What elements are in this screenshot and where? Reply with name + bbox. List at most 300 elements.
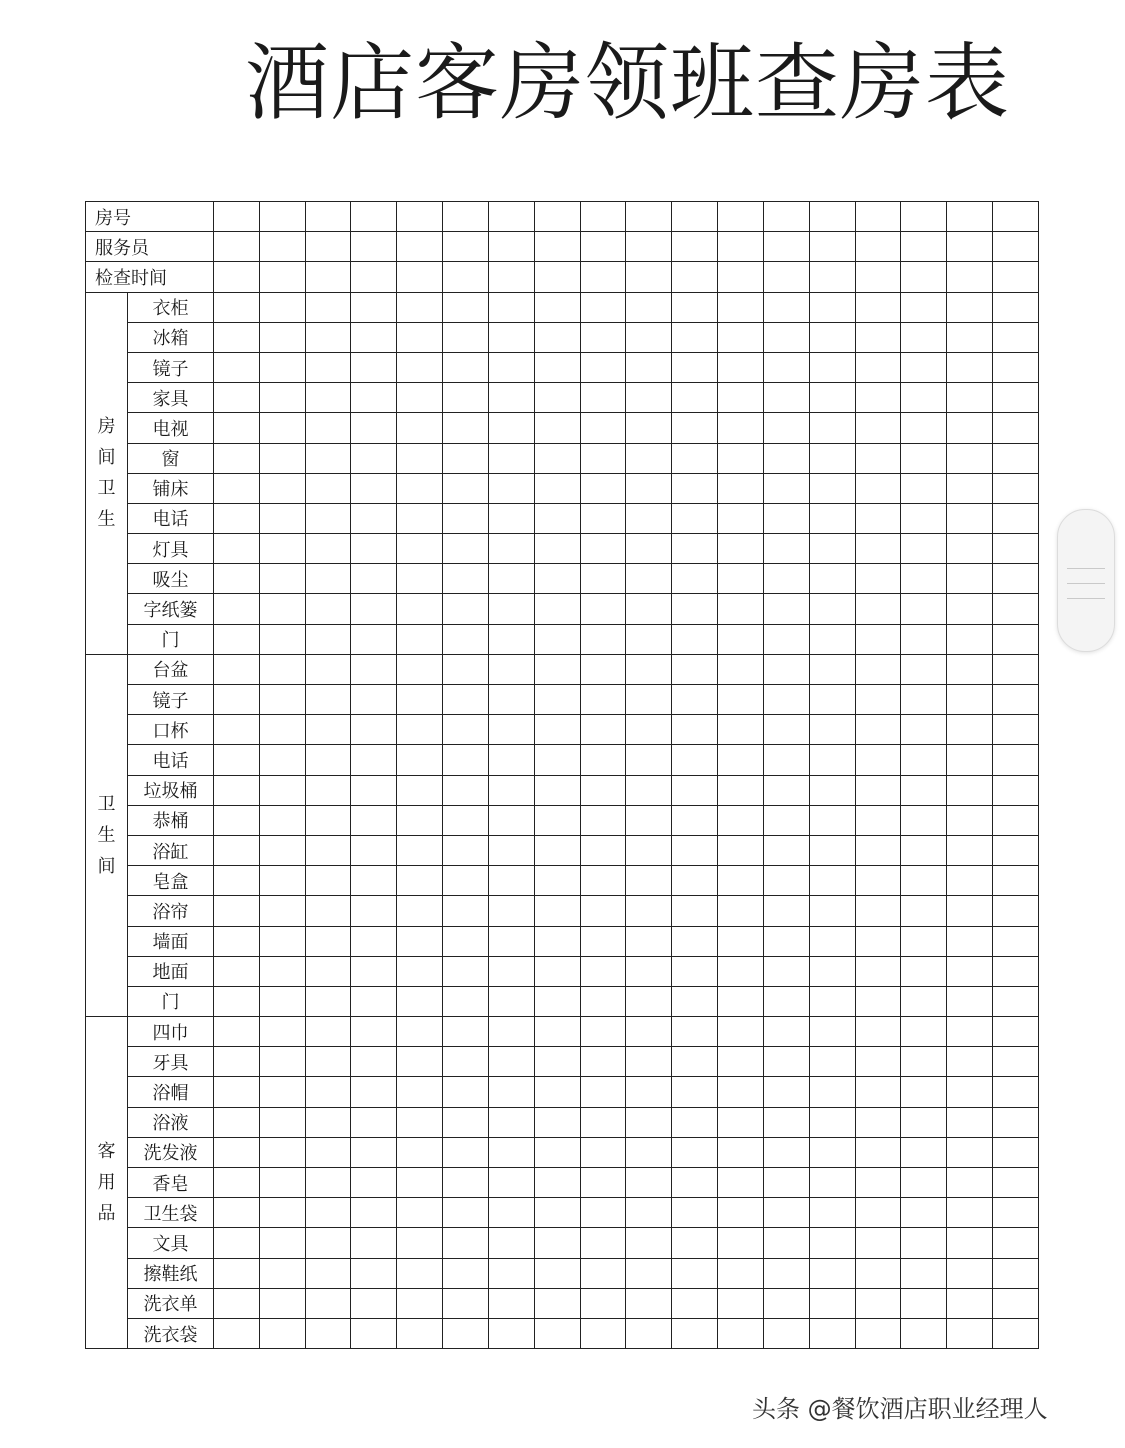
check-cell[interactable] <box>443 715 489 745</box>
check-cell[interactable] <box>901 685 947 715</box>
check-cell[interactable] <box>259 202 305 232</box>
check-cell[interactable] <box>855 805 901 835</box>
check-cell[interactable] <box>718 986 764 1016</box>
check-cell[interactable] <box>534 986 580 1016</box>
check-cell[interactable] <box>259 624 305 654</box>
check-cell[interactable] <box>214 956 260 986</box>
check-cell[interactable] <box>672 232 718 262</box>
check-cell[interactable] <box>901 896 947 926</box>
check-cell[interactable] <box>397 805 443 835</box>
check-cell[interactable] <box>672 1137 718 1167</box>
check-cell[interactable] <box>809 232 855 262</box>
check-cell[interactable] <box>672 1107 718 1137</box>
check-cell[interactable] <box>397 654 443 684</box>
check-cell[interactable] <box>672 534 718 564</box>
check-cell[interactable] <box>488 896 534 926</box>
check-cell[interactable] <box>351 292 397 322</box>
check-cell[interactable] <box>397 835 443 865</box>
check-cell[interactable] <box>534 1168 580 1198</box>
check-cell[interactable] <box>901 1047 947 1077</box>
check-cell[interactable] <box>214 1047 260 1077</box>
check-cell[interactable] <box>718 715 764 745</box>
check-cell[interactable] <box>718 654 764 684</box>
check-cell[interactable] <box>259 1047 305 1077</box>
check-cell[interactable] <box>947 1258 993 1288</box>
check-cell[interactable] <box>626 866 672 896</box>
check-cell[interactable] <box>672 473 718 503</box>
check-cell[interactable] <box>351 654 397 684</box>
check-cell[interactable] <box>809 1288 855 1318</box>
check-cell[interactable] <box>718 202 764 232</box>
check-cell[interactable] <box>580 443 626 473</box>
check-cell[interactable] <box>534 685 580 715</box>
check-cell[interactable] <box>763 715 809 745</box>
check-cell[interactable] <box>443 1198 489 1228</box>
check-cell[interactable] <box>580 896 626 926</box>
check-cell[interactable] <box>763 624 809 654</box>
check-cell[interactable] <box>947 383 993 413</box>
check-cell[interactable] <box>901 1258 947 1288</box>
check-cell[interactable] <box>718 866 764 896</box>
check-cell[interactable] <box>443 866 489 896</box>
check-cell[interactable] <box>993 1077 1039 1107</box>
check-cell[interactable] <box>580 715 626 745</box>
check-cell[interactable] <box>580 835 626 865</box>
check-cell[interactable] <box>901 1228 947 1258</box>
check-cell[interactable] <box>855 715 901 745</box>
check-cell[interactable] <box>947 473 993 503</box>
check-cell[interactable] <box>901 503 947 533</box>
check-cell[interactable] <box>351 564 397 594</box>
check-cell[interactable] <box>397 383 443 413</box>
check-cell[interactable] <box>351 443 397 473</box>
check-cell[interactable] <box>534 1107 580 1137</box>
check-cell[interactable] <box>351 866 397 896</box>
check-cell[interactable] <box>534 1258 580 1288</box>
check-cell[interactable] <box>214 896 260 926</box>
check-cell[interactable] <box>809 835 855 865</box>
check-cell[interactable] <box>534 624 580 654</box>
check-cell[interactable] <box>534 232 580 262</box>
check-cell[interactable] <box>580 1258 626 1288</box>
check-cell[interactable] <box>626 1318 672 1348</box>
check-cell[interactable] <box>763 443 809 473</box>
check-cell[interactable] <box>672 775 718 805</box>
check-cell[interactable] <box>214 1017 260 1047</box>
check-cell[interactable] <box>809 1198 855 1228</box>
check-cell[interactable] <box>809 1077 855 1107</box>
check-cell[interactable] <box>993 383 1039 413</box>
check-cell[interactable] <box>259 896 305 926</box>
check-cell[interactable] <box>947 805 993 835</box>
check-cell[interactable] <box>305 956 351 986</box>
check-cell[interactable] <box>947 715 993 745</box>
check-cell[interactable] <box>214 835 260 865</box>
check-cell[interactable] <box>443 1047 489 1077</box>
check-cell[interactable] <box>397 866 443 896</box>
check-cell[interactable] <box>305 1228 351 1258</box>
check-cell[interactable] <box>443 352 489 382</box>
check-cell[interactable] <box>763 232 809 262</box>
check-cell[interactable] <box>809 1137 855 1167</box>
check-cell[interactable] <box>947 835 993 865</box>
check-cell[interactable] <box>901 1318 947 1348</box>
check-cell[interactable] <box>763 805 809 835</box>
check-cell[interactable] <box>534 1077 580 1107</box>
check-cell[interactable] <box>488 1168 534 1198</box>
check-cell[interactable] <box>259 232 305 262</box>
check-cell[interactable] <box>534 202 580 232</box>
check-cell[interactable] <box>305 564 351 594</box>
check-cell[interactable] <box>259 443 305 473</box>
check-cell[interactable] <box>214 1258 260 1288</box>
check-cell[interactable] <box>718 594 764 624</box>
check-cell[interactable] <box>993 805 1039 835</box>
check-cell[interactable] <box>259 1228 305 1258</box>
check-cell[interactable] <box>397 564 443 594</box>
check-cell[interactable] <box>580 202 626 232</box>
check-cell[interactable] <box>214 534 260 564</box>
check-cell[interactable] <box>947 896 993 926</box>
check-cell[interactable] <box>534 534 580 564</box>
check-cell[interactable] <box>855 866 901 896</box>
check-cell[interactable] <box>626 715 672 745</box>
check-cell[interactable] <box>718 1077 764 1107</box>
check-cell[interactable] <box>443 1107 489 1137</box>
check-cell[interactable] <box>901 352 947 382</box>
check-cell[interactable] <box>947 1198 993 1228</box>
check-cell[interactable] <box>305 775 351 805</box>
check-cell[interactable] <box>488 1288 534 1318</box>
check-cell[interactable] <box>718 1137 764 1167</box>
check-cell[interactable] <box>993 866 1039 896</box>
check-cell[interactable] <box>580 413 626 443</box>
check-cell[interactable] <box>947 926 993 956</box>
check-cell[interactable] <box>993 352 1039 382</box>
check-cell[interactable] <box>534 926 580 956</box>
check-cell[interactable] <box>855 564 901 594</box>
check-cell[interactable] <box>855 202 901 232</box>
check-cell[interactable] <box>580 624 626 654</box>
check-cell[interactable] <box>626 202 672 232</box>
check-cell[interactable] <box>488 1047 534 1077</box>
check-cell[interactable] <box>580 1107 626 1137</box>
check-cell[interactable] <box>443 1288 489 1318</box>
check-cell[interactable] <box>672 1318 718 1348</box>
check-cell[interactable] <box>214 322 260 352</box>
check-cell[interactable] <box>718 1017 764 1047</box>
check-cell[interactable] <box>947 443 993 473</box>
check-cell[interactable] <box>351 1077 397 1107</box>
check-cell[interactable] <box>534 866 580 896</box>
check-cell[interactable] <box>214 262 260 292</box>
check-cell[interactable] <box>993 1228 1039 1258</box>
check-cell[interactable] <box>397 926 443 956</box>
check-cell[interactable] <box>488 564 534 594</box>
check-cell[interactable] <box>259 986 305 1016</box>
check-cell[interactable] <box>947 322 993 352</box>
check-cell[interactable] <box>259 473 305 503</box>
check-cell[interactable] <box>626 292 672 322</box>
check-cell[interactable] <box>305 715 351 745</box>
check-cell[interactable] <box>993 926 1039 956</box>
check-cell[interactable] <box>718 383 764 413</box>
check-cell[interactable] <box>626 473 672 503</box>
check-cell[interactable] <box>763 685 809 715</box>
check-cell[interactable] <box>809 1168 855 1198</box>
check-cell[interactable] <box>718 534 764 564</box>
check-cell[interactable] <box>626 352 672 382</box>
check-cell[interactable] <box>488 866 534 896</box>
check-cell[interactable] <box>947 685 993 715</box>
check-cell[interactable] <box>305 835 351 865</box>
check-cell[interactable] <box>947 775 993 805</box>
check-cell[interactable] <box>809 926 855 956</box>
check-cell[interactable] <box>534 1198 580 1228</box>
check-cell[interactable] <box>488 1198 534 1228</box>
check-cell[interactable] <box>993 896 1039 926</box>
check-cell[interactable] <box>809 654 855 684</box>
check-cell[interactable] <box>214 1107 260 1137</box>
check-cell[interactable] <box>305 1288 351 1318</box>
check-cell[interactable] <box>901 866 947 896</box>
check-cell[interactable] <box>718 685 764 715</box>
check-cell[interactable] <box>351 896 397 926</box>
check-cell[interactable] <box>488 443 534 473</box>
check-cell[interactable] <box>580 1137 626 1167</box>
check-cell[interactable] <box>443 503 489 533</box>
check-cell[interactable] <box>443 443 489 473</box>
check-cell[interactable] <box>993 564 1039 594</box>
check-cell[interactable] <box>672 443 718 473</box>
check-cell[interactable] <box>672 624 718 654</box>
check-cell[interactable] <box>580 262 626 292</box>
check-cell[interactable] <box>672 685 718 715</box>
check-cell[interactable] <box>397 1258 443 1288</box>
check-cell[interactable] <box>259 262 305 292</box>
check-cell[interactable] <box>397 956 443 986</box>
check-cell[interactable] <box>305 624 351 654</box>
check-cell[interactable] <box>763 1047 809 1077</box>
check-cell[interactable] <box>855 443 901 473</box>
check-cell[interactable] <box>626 624 672 654</box>
check-cell[interactable] <box>351 1228 397 1258</box>
check-cell[interactable] <box>947 986 993 1016</box>
check-cell[interactable] <box>809 805 855 835</box>
check-cell[interactable] <box>672 352 718 382</box>
check-cell[interactable] <box>580 1077 626 1107</box>
check-cell[interactable] <box>855 594 901 624</box>
check-cell[interactable] <box>259 1288 305 1318</box>
check-cell[interactable] <box>488 715 534 745</box>
check-cell[interactable] <box>351 775 397 805</box>
check-cell[interactable] <box>305 805 351 835</box>
check-cell[interactable] <box>214 624 260 654</box>
check-cell[interactable] <box>855 1017 901 1047</box>
check-cell[interactable] <box>993 534 1039 564</box>
check-cell[interactable] <box>718 1198 764 1228</box>
check-cell[interactable] <box>214 232 260 262</box>
check-cell[interactable] <box>947 352 993 382</box>
check-cell[interactable] <box>947 1168 993 1198</box>
check-cell[interactable] <box>947 564 993 594</box>
check-cell[interactable] <box>534 775 580 805</box>
check-cell[interactable] <box>993 745 1039 775</box>
check-cell[interactable] <box>534 1228 580 1258</box>
check-cell[interactable] <box>809 745 855 775</box>
check-cell[interactable] <box>993 1017 1039 1047</box>
check-cell[interactable] <box>947 866 993 896</box>
check-cell[interactable] <box>397 262 443 292</box>
check-cell[interactable] <box>901 534 947 564</box>
check-cell[interactable] <box>672 1288 718 1318</box>
check-cell[interactable] <box>351 1258 397 1288</box>
check-cell[interactable] <box>993 685 1039 715</box>
check-cell[interactable] <box>763 1288 809 1318</box>
check-cell[interactable] <box>351 202 397 232</box>
check-cell[interactable] <box>901 1077 947 1107</box>
check-cell[interactable] <box>901 835 947 865</box>
check-cell[interactable] <box>763 986 809 1016</box>
check-cell[interactable] <box>901 1198 947 1228</box>
check-cell[interactable] <box>488 956 534 986</box>
check-cell[interactable] <box>901 292 947 322</box>
check-cell[interactable] <box>718 322 764 352</box>
check-cell[interactable] <box>397 1198 443 1228</box>
check-cell[interactable] <box>901 322 947 352</box>
check-cell[interactable] <box>672 1077 718 1107</box>
check-cell[interactable] <box>947 413 993 443</box>
check-cell[interactable] <box>626 322 672 352</box>
check-cell[interactable] <box>580 685 626 715</box>
check-cell[interactable] <box>672 1198 718 1228</box>
check-cell[interactable] <box>488 1107 534 1137</box>
check-cell[interactable] <box>763 1168 809 1198</box>
check-cell[interactable] <box>855 262 901 292</box>
check-cell[interactable] <box>809 1318 855 1348</box>
check-cell[interactable] <box>397 534 443 564</box>
check-cell[interactable] <box>397 594 443 624</box>
check-cell[interactable] <box>580 926 626 956</box>
check-cell[interactable] <box>809 594 855 624</box>
check-cell[interactable] <box>397 232 443 262</box>
check-cell[interactable] <box>351 1288 397 1318</box>
check-cell[interactable] <box>397 1107 443 1137</box>
check-cell[interactable] <box>397 1137 443 1167</box>
check-cell[interactable] <box>305 1258 351 1288</box>
check-cell[interactable] <box>763 202 809 232</box>
check-cell[interactable] <box>259 413 305 443</box>
check-cell[interactable] <box>305 1107 351 1137</box>
check-cell[interactable] <box>901 956 947 986</box>
check-cell[interactable] <box>672 986 718 1016</box>
check-cell[interactable] <box>626 262 672 292</box>
check-cell[interactable] <box>855 654 901 684</box>
check-cell[interactable] <box>259 926 305 956</box>
check-cell[interactable] <box>443 1017 489 1047</box>
check-cell[interactable] <box>947 202 993 232</box>
check-cell[interactable] <box>397 1017 443 1047</box>
check-cell[interactable] <box>901 413 947 443</box>
check-cell[interactable] <box>993 1258 1039 1288</box>
check-cell[interactable] <box>718 232 764 262</box>
scroll-handle[interactable] <box>1057 509 1115 652</box>
check-cell[interactable] <box>259 383 305 413</box>
check-cell[interactable] <box>809 443 855 473</box>
check-cell[interactable] <box>855 956 901 986</box>
check-cell[interactable] <box>214 715 260 745</box>
check-cell[interactable] <box>809 413 855 443</box>
check-cell[interactable] <box>672 413 718 443</box>
check-cell[interactable] <box>305 322 351 352</box>
check-cell[interactable] <box>305 685 351 715</box>
check-cell[interactable] <box>397 1168 443 1198</box>
check-cell[interactable] <box>397 986 443 1016</box>
check-cell[interactable] <box>809 624 855 654</box>
check-cell[interactable] <box>580 775 626 805</box>
check-cell[interactable] <box>351 1017 397 1047</box>
check-cell[interactable] <box>947 1318 993 1348</box>
check-cell[interactable] <box>534 956 580 986</box>
check-cell[interactable] <box>305 594 351 624</box>
check-cell[interactable] <box>488 232 534 262</box>
check-cell[interactable] <box>259 1318 305 1348</box>
check-cell[interactable] <box>763 383 809 413</box>
check-cell[interactable] <box>305 1137 351 1167</box>
check-cell[interactable] <box>626 1168 672 1198</box>
check-cell[interactable] <box>443 1137 489 1167</box>
check-cell[interactable] <box>809 715 855 745</box>
check-cell[interactable] <box>580 383 626 413</box>
check-cell[interactable] <box>259 503 305 533</box>
check-cell[interactable] <box>626 1137 672 1167</box>
check-cell[interactable] <box>626 896 672 926</box>
check-cell[interactable] <box>718 956 764 986</box>
check-cell[interactable] <box>214 1288 260 1318</box>
check-cell[interactable] <box>488 1137 534 1167</box>
check-cell[interactable] <box>763 534 809 564</box>
check-cell[interactable] <box>718 805 764 835</box>
check-cell[interactable] <box>305 352 351 382</box>
check-cell[interactable] <box>626 1017 672 1047</box>
check-cell[interactable] <box>351 715 397 745</box>
check-cell[interactable] <box>397 1288 443 1318</box>
check-cell[interactable] <box>718 352 764 382</box>
check-cell[interactable] <box>214 383 260 413</box>
check-cell[interactable] <box>351 1168 397 1198</box>
check-cell[interactable] <box>214 1137 260 1167</box>
check-cell[interactable] <box>351 805 397 835</box>
check-cell[interactable] <box>993 835 1039 865</box>
check-cell[interactable] <box>351 262 397 292</box>
check-cell[interactable] <box>534 352 580 382</box>
check-cell[interactable] <box>214 1168 260 1198</box>
check-cell[interactable] <box>947 262 993 292</box>
check-cell[interactable] <box>901 775 947 805</box>
check-cell[interactable] <box>580 534 626 564</box>
check-cell[interactable] <box>488 654 534 684</box>
check-cell[interactable] <box>305 232 351 262</box>
check-cell[interactable] <box>855 1168 901 1198</box>
check-cell[interactable] <box>993 594 1039 624</box>
check-cell[interactable] <box>947 1017 993 1047</box>
check-cell[interactable] <box>809 534 855 564</box>
check-cell[interactable] <box>534 835 580 865</box>
check-cell[interactable] <box>488 594 534 624</box>
check-cell[interactable] <box>993 1047 1039 1077</box>
check-cell[interactable] <box>580 1228 626 1258</box>
check-cell[interactable] <box>626 1228 672 1258</box>
